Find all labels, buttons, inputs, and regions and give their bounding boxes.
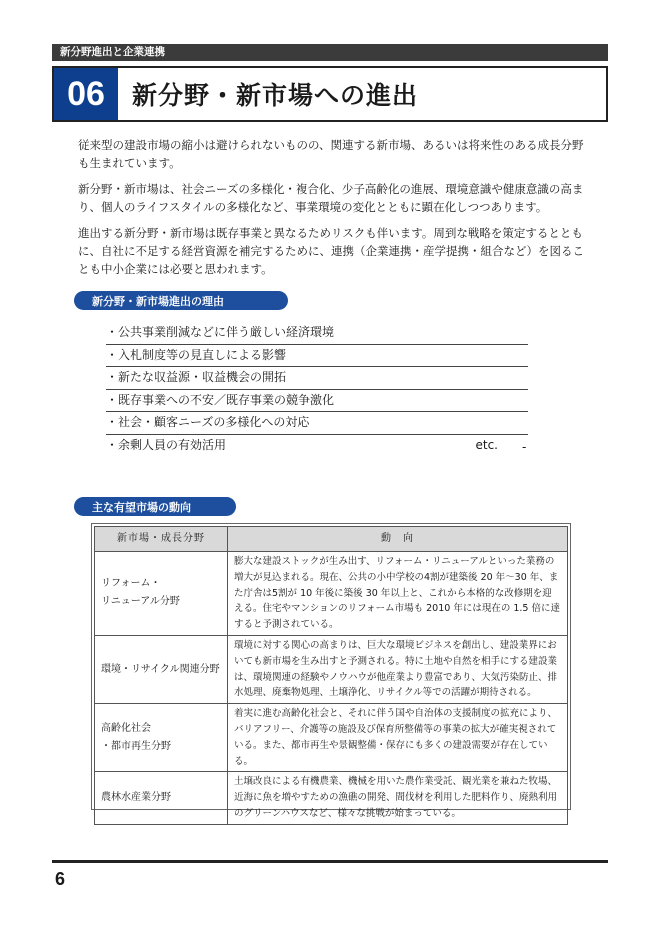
trend-cell: 膨大な建設ストックが生み出す、リフォーム・リニューアルといった業務の増大が見込まれる。現在、公共の小中学校の4割が建築後 20 年～30 年、また庁舎は5割が 10 年後に築後 30 年以上と、これから本格的な改修期を迎える。住宅やマンションのリフォーム市場も 2010 年には現在の 1.5 倍に達すると予測されている。 (228, 552, 568, 636)
table-row (95, 772, 568, 824)
field-cell: リフォーム・ リニューアル分野 (95, 552, 228, 636)
table-header-row (95, 527, 568, 552)
reason-item: ・新たな収益源・収益機会の開拓 (106, 367, 528, 390)
reason-item-last (106, 435, 528, 457)
intro-paragraph: 新分野・新市場は、社会ニーズの多様化・複合化、少子高齢化の進展、環境意識や健康意識の高まり、個人のライフスタイルの多様化など、事業環境の変化とともに顕在化しつつあります。 (78, 182, 584, 214)
trend-cell: 環境に対する関心の高まりは、巨大な環境ビジネスを創出し、建設業界においても新市場を生み出すと予測される。特に土地や自然を相手にする建設業は、環境関連の経験やノウハウが他産業より豊富であり、大気汚染防止、排水処理、廃棄物処理、土壌浄化、リサイクル等での活躍が期待される。 (228, 635, 568, 703)
field-cell: 農林水産業分野 (95, 772, 228, 824)
section-label: 新分野進出と企業連携 (60, 46, 165, 58)
reasons-list (106, 322, 528, 457)
page-number: 6 (55, 869, 66, 889)
reason-item: ・既存事業への不安／既存事業の競争激化 (106, 390, 528, 413)
chapter-title: 新分野・新市場への進出 (132, 81, 419, 110)
table-row (95, 704, 568, 772)
field-cell: 環境・リサイクル関連分野 (95, 635, 228, 703)
intro-paragraph: 従来型の建設市場の縮小は避けられないものの、関連する新市場、あるいは将来性のある成長分野も生まれています。 (78, 138, 584, 170)
chapter-number: 06 (54, 68, 118, 120)
intro-paragraph: 進出する新分野・新市場は既存事業と異なるためリスクも伴います。周到な戦略を策定するとともに、自社に不足する経営資源を補完するために、連携（企業連携・産学提携・組合など）を図ることも中小企業には必要と思われます。 (78, 226, 584, 276)
section-header-bar (52, 44, 608, 61)
column-header-trend: 動 向 (228, 527, 568, 552)
chapter-title-box (52, 66, 608, 122)
trend-cell: 着実に進む高齢化社会と、それに伴う国や自治体の支援制度の拡充により、バリアフリー、介護等の施設及び保育所整備等の事業の拡大が確実視されている。また、都市再生や景観整備・保存にも多くの建設需要が存在している。 (228, 704, 568, 772)
field-cell: 高齢化社会 ・都市再生分野 (95, 704, 228, 772)
etc-label: etc. (475, 437, 498, 452)
table-row (95, 552, 568, 636)
market-heading: 主な有望市場の動向 (74, 497, 236, 516)
reason-item: ・公共事業削減などに伴う厳しい経済環境 (106, 322, 528, 345)
table-row (95, 635, 568, 703)
reasons-heading: 新分野・新市場進出の理由 (74, 291, 288, 310)
trend-cell: 土壌改良による有機農業、機械を用いた農作業受託、観光業を兼ねた牧場、近海に魚を増やすための漁礁の開発、間伐材を利用した肥料作り、廃熱利用のグリーンハウスなど、様々な挑戦が始まっている。 (228, 772, 568, 824)
intro-text (78, 136, 590, 286)
trailing-mark: - (522, 440, 527, 454)
market-trends-table (94, 526, 568, 825)
reason-item: ・社会・顧客ニーズの多様化への対応 (106, 412, 528, 435)
column-header-field: 新市場・成長分野 (95, 527, 228, 552)
reason-item-label: ・余剰人員の有効活用 (106, 437, 227, 452)
footer-rule (52, 860, 608, 863)
reason-item: ・入札制度等の見直しによる影響 (106, 345, 528, 368)
